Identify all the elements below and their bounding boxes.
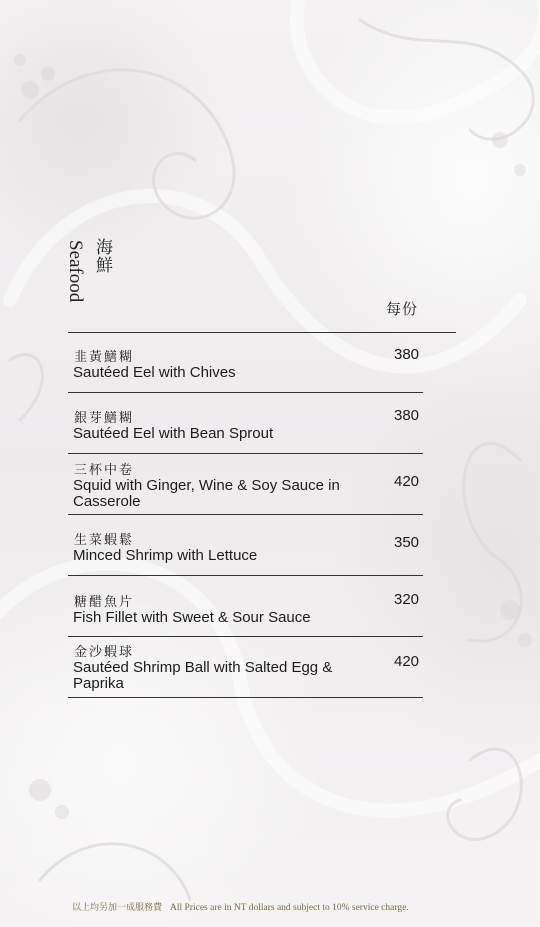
item-divider <box>68 392 423 393</box>
price-column-header: 每份 <box>386 300 419 318</box>
item-price: 420 <box>394 473 420 490</box>
item-name-english: Sautéed Eel with Bean Sprout <box>73 425 274 442</box>
header-divider <box>68 332 456 333</box>
item-price: 420 <box>394 653 420 670</box>
item-name-english: Squid with Ginger, Wine & Soy Sauce in Casserole <box>73 477 340 510</box>
item-divider <box>68 575 423 576</box>
footer-note-english: All Prices are in NT dollars and subject to 10% service charge. <box>170 903 409 913</box>
item-name-chinese: 三杯中卷 <box>74 463 135 478</box>
footer-note-chinese: 以上均另加一成服務費 <box>72 903 163 913</box>
section-title-chinese: 海鮮 <box>92 238 112 274</box>
item-name-chinese: 糖醋魚片 <box>74 595 135 610</box>
item-name-english: Sautéed Shrimp Ball with Salted Egg & Paprika <box>73 659 333 692</box>
item-name-english: Minced Shrimp with Lettuce <box>73 547 258 564</box>
section-title-english: Seafood <box>65 240 86 303</box>
item-price: 380 <box>394 346 420 363</box>
item-name-chinese: 銀芽鱔糊 <box>74 411 135 426</box>
item-name-english: Sautéed Eel with Chives <box>73 364 236 381</box>
item-name-chinese: 生菜蝦鬆 <box>74 533 135 548</box>
item-divider <box>68 514 423 515</box>
item-name-chinese: 金沙蝦球 <box>74 645 135 660</box>
service-charge-note <box>72 900 502 913</box>
item-divider <box>68 697 423 698</box>
item-price: 350 <box>394 534 420 551</box>
item-price: 380 <box>394 407 420 424</box>
item-price: 320 <box>394 591 420 608</box>
item-name-chinese: 韭黃鱔糊 <box>74 350 135 365</box>
item-name-english: Fish Fillet with Sweet & Sour Sauce <box>73 609 311 626</box>
item-divider <box>68 453 423 454</box>
item-divider <box>68 636 423 637</box>
